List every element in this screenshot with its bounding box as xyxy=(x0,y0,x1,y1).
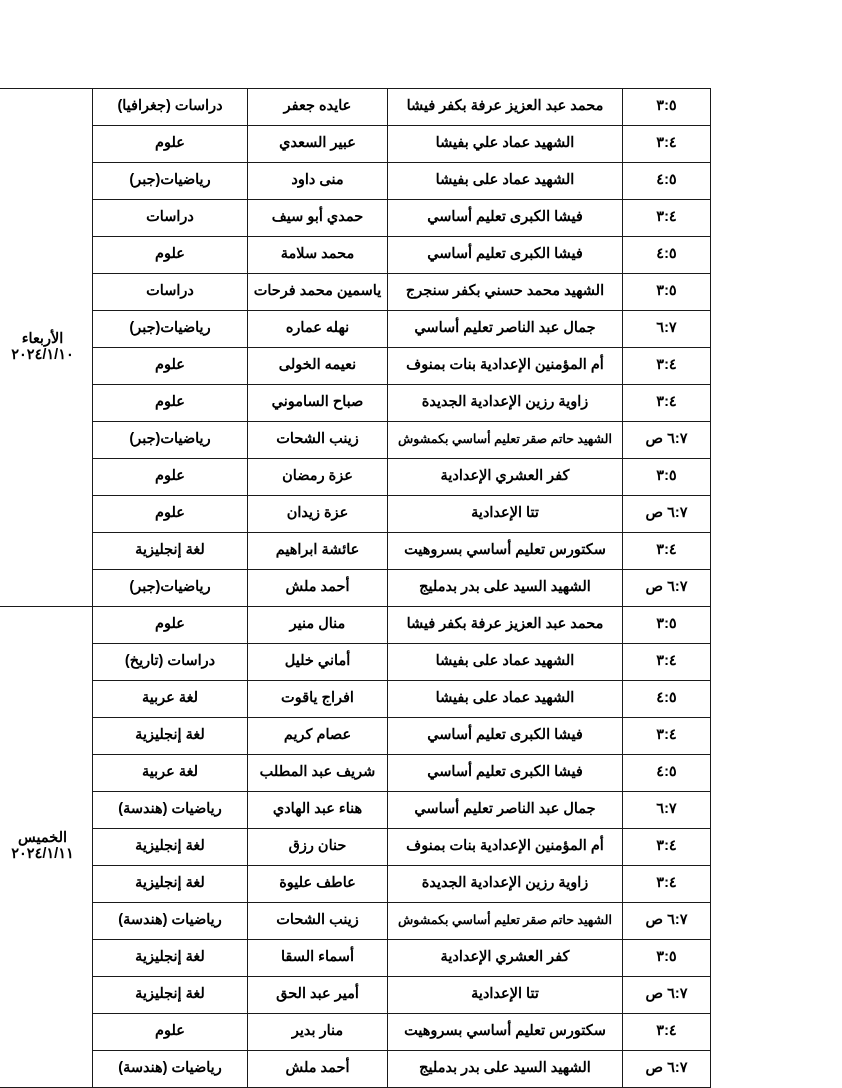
schedule-table-container xyxy=(11,88,711,1088)
cell-name: حمدي أبو سيف xyxy=(248,200,388,237)
cell-subject: علوم xyxy=(93,126,248,163)
day-date: ٢٠٢٤/١/١٠ xyxy=(11,346,74,363)
cell-time: ٣:٤ xyxy=(623,385,711,422)
cell-time: ٤:٥ xyxy=(623,163,711,200)
cell-name: منال منير xyxy=(248,607,388,644)
cell-name: شريف عبد المطلب xyxy=(248,755,388,792)
cell-school: جمال عبد الناصر تعليم أساسي xyxy=(388,792,623,829)
day-name: الأربعاء xyxy=(21,330,64,347)
cell-subject: لغة إنجليزية xyxy=(93,977,248,1014)
cell-school: تتا الإعدادية xyxy=(388,496,623,533)
cell-subject: علوم xyxy=(93,607,248,644)
cell-time: ٣:٤ xyxy=(623,533,711,570)
cell-name: ياسمين محمد فرحات xyxy=(248,274,388,311)
cell-subject: علوم xyxy=(93,496,248,533)
cell-subject: لغة عربية xyxy=(93,681,248,718)
table-row xyxy=(0,940,711,977)
cell-subject: دراسات xyxy=(93,200,248,237)
cell-time: ٣:٥ xyxy=(623,607,711,644)
table-row xyxy=(0,496,711,533)
cell-subject: دراسات (جغرافيا) xyxy=(93,89,248,126)
cell-time: ٣:٤ xyxy=(623,718,711,755)
cell-time: ٣:٥ xyxy=(623,459,711,496)
cell-name: عائشة ابراهيم xyxy=(248,533,388,570)
cell-school: الشهيد محمد حسني بكفر سنجرج xyxy=(388,274,623,311)
cell-name: أحمد ملش xyxy=(248,570,388,607)
table-row xyxy=(0,607,711,644)
exam-schedule-table xyxy=(0,88,711,1088)
cell-time: ٣:٤ xyxy=(623,829,711,866)
cell-time: ٦:٧ xyxy=(623,311,711,348)
table-row xyxy=(0,1014,711,1051)
cell-name: أمير عبد الحق xyxy=(248,977,388,1014)
cell-day xyxy=(0,607,93,1088)
cell-school: جمال عبد الناصر تعليم أساسي xyxy=(388,311,623,348)
table-row xyxy=(0,570,711,607)
cell-school: أم المؤمنين الإعدادية بنات بمنوف xyxy=(388,829,623,866)
cell-time: ٣:٤ xyxy=(623,644,711,681)
cell-school: أم المؤمنين الإعدادية بنات بمنوف xyxy=(388,348,623,385)
cell-time: ٣:٥ xyxy=(623,89,711,126)
cell-time: ٣:٤ xyxy=(623,866,711,903)
cell-subject: لغة إنجليزية xyxy=(93,866,248,903)
cell-time: ٤:٥ xyxy=(623,237,711,274)
cell-name: عبير السعدي xyxy=(248,126,388,163)
cell-school: الشهيد عماد على بفيشا xyxy=(388,644,623,681)
cell-subject: علوم xyxy=(93,459,248,496)
cell-subject: رياضيات (هندسة) xyxy=(93,792,248,829)
table-row xyxy=(0,903,711,940)
table-row xyxy=(0,977,711,1014)
cell-name: منى داود xyxy=(248,163,388,200)
cell-name: عزة رمضان xyxy=(248,459,388,496)
cell-subject: لغة عربية xyxy=(93,755,248,792)
cell-name: عزة زيدان xyxy=(248,496,388,533)
table-row xyxy=(0,422,711,459)
cell-subject: لغة إنجليزية xyxy=(93,940,248,977)
cell-name: زينب الشحات xyxy=(248,422,388,459)
table-row xyxy=(0,200,711,237)
day-date: ٢٠٢٤/١/١١ xyxy=(11,846,74,862)
cell-time: ٦:٧ ص xyxy=(623,977,711,1014)
cell-time: ٦:٧ ص xyxy=(623,570,711,607)
cell-school: سكتورس تعليم أساسي بسروهيت xyxy=(388,1014,623,1051)
table-row xyxy=(0,866,711,903)
table-row xyxy=(0,385,711,422)
cell-name: زينب الشحات xyxy=(248,903,388,940)
cell-school: الشهيد حاتم صقر تعليم أساسي بكمشوش xyxy=(388,903,623,940)
cell-school: تتا الإعدادية xyxy=(388,977,623,1014)
cell-subject: رياضيات(جبر) xyxy=(93,570,248,607)
table-row xyxy=(0,1051,711,1088)
cell-school: فيشا الكبرى تعليم أساسي xyxy=(388,755,623,792)
table-row xyxy=(0,89,711,126)
cell-day xyxy=(0,89,93,607)
table-row xyxy=(0,718,711,755)
cell-name: عاطف عليوة xyxy=(248,866,388,903)
cell-time: ٣:٥ xyxy=(623,274,711,311)
table-row xyxy=(0,311,711,348)
cell-school: زاوية رزين الإعدادية الجديدة xyxy=(388,866,623,903)
cell-school: الشهيد عماد على بفيشا xyxy=(388,681,623,718)
cell-subject: علوم xyxy=(93,237,248,274)
cell-name: نهله عماره xyxy=(248,311,388,348)
cell-subject: رياضيات (هندسة) xyxy=(93,1051,248,1088)
cell-time: ٣:٥ xyxy=(623,940,711,977)
cell-subject: لغة إنجليزية xyxy=(93,533,248,570)
cell-school: الشهيد حاتم صقر تعليم أساسي بكمشوش xyxy=(388,422,623,459)
cell-name: صباح الساموني xyxy=(248,385,388,422)
table-row xyxy=(0,792,711,829)
cell-name: محمد سلامة xyxy=(248,237,388,274)
cell-subject: لغة إنجليزية xyxy=(93,718,248,755)
cell-school: زاوية رزين الإعدادية الجديدة xyxy=(388,385,623,422)
cell-time: ٤:٥ xyxy=(623,681,711,718)
table-row xyxy=(0,533,711,570)
cell-school: فيشا الكبرى تعليم أساسي xyxy=(388,200,623,237)
cell-time: ٦:٧ ص xyxy=(623,422,711,459)
table-row xyxy=(0,126,711,163)
table-row xyxy=(0,459,711,496)
table-row xyxy=(0,644,711,681)
cell-time: ٣:٤ xyxy=(623,200,711,237)
cell-name: حنان رزق xyxy=(248,829,388,866)
cell-school: الشهيد السيد على بدر بدملیج xyxy=(388,1051,623,1088)
cell-subject: رياضيات(جبر) xyxy=(93,311,248,348)
cell-name: هناء عبد الهادي xyxy=(248,792,388,829)
cell-school: الشهيد عماد علي بفيشا xyxy=(388,126,623,163)
cell-name: افراج ياقوت xyxy=(248,681,388,718)
cell-school: الشهيد عماد على بفيشا xyxy=(388,163,623,200)
table-row xyxy=(0,348,711,385)
cell-time: ٣:٤ xyxy=(623,348,711,385)
cell-time: ٤:٥ xyxy=(623,755,711,792)
cell-school: محمد عبد العزيز عرفة بكفر فيشا xyxy=(388,607,623,644)
cell-time: ٦:٧ ص xyxy=(623,496,711,533)
cell-school: فيشا الكبرى تعليم أساسي xyxy=(388,718,623,755)
cell-name: عصام كريم xyxy=(248,718,388,755)
cell-name: أماني خليل xyxy=(248,644,388,681)
cell-school: الشهيد السيد على بدر بدملیج xyxy=(388,570,623,607)
cell-subject: علوم xyxy=(93,1014,248,1051)
cell-time: ٣:٤ xyxy=(623,1014,711,1051)
table-row xyxy=(0,755,711,792)
cell-subject: لغة إنجليزية xyxy=(93,829,248,866)
cell-subject: علوم xyxy=(93,385,248,422)
cell-time: ٦:٧ ص xyxy=(623,1051,711,1088)
cell-school: سكتورس تعليم أساسي بسروهيت xyxy=(388,533,623,570)
cell-name: أسماء السقا xyxy=(248,940,388,977)
cell-subject: رياضيات(جبر) xyxy=(93,163,248,200)
cell-school: كفر العشري الإعدادية xyxy=(388,459,623,496)
table-row xyxy=(0,829,711,866)
cell-subject: دراسات (تاريخ) xyxy=(93,644,248,681)
cell-subject: علوم xyxy=(93,348,248,385)
cell-time: ٣:٤ xyxy=(623,126,711,163)
cell-name: أحمد ملش xyxy=(248,1051,388,1088)
table-row xyxy=(0,681,711,718)
cell-school: كفر العشري الإعدادية xyxy=(388,940,623,977)
table-row xyxy=(0,163,711,200)
cell-time: ٦:٧ xyxy=(623,792,711,829)
cell-name: نعيمه الخولى xyxy=(248,348,388,385)
cell-school: محمد عبد العزيز عرفة بكفر فيشا xyxy=(388,89,623,126)
cell-subject: دراسات xyxy=(93,274,248,311)
cell-name: عايده جعفر xyxy=(248,89,388,126)
day-name: الخميس xyxy=(17,830,68,847)
cell-subject: رياضيات (هندسة) xyxy=(93,903,248,940)
table-row xyxy=(0,274,711,311)
cell-name: منار بدير xyxy=(248,1014,388,1051)
cell-school: فيشا الكبرى تعليم أساسي xyxy=(388,237,623,274)
schedule-table-body xyxy=(0,89,711,1088)
cell-subject: رياضيات(جبر) xyxy=(93,422,248,459)
cell-time: ٦:٧ ص xyxy=(623,903,711,940)
table-row xyxy=(0,237,711,274)
